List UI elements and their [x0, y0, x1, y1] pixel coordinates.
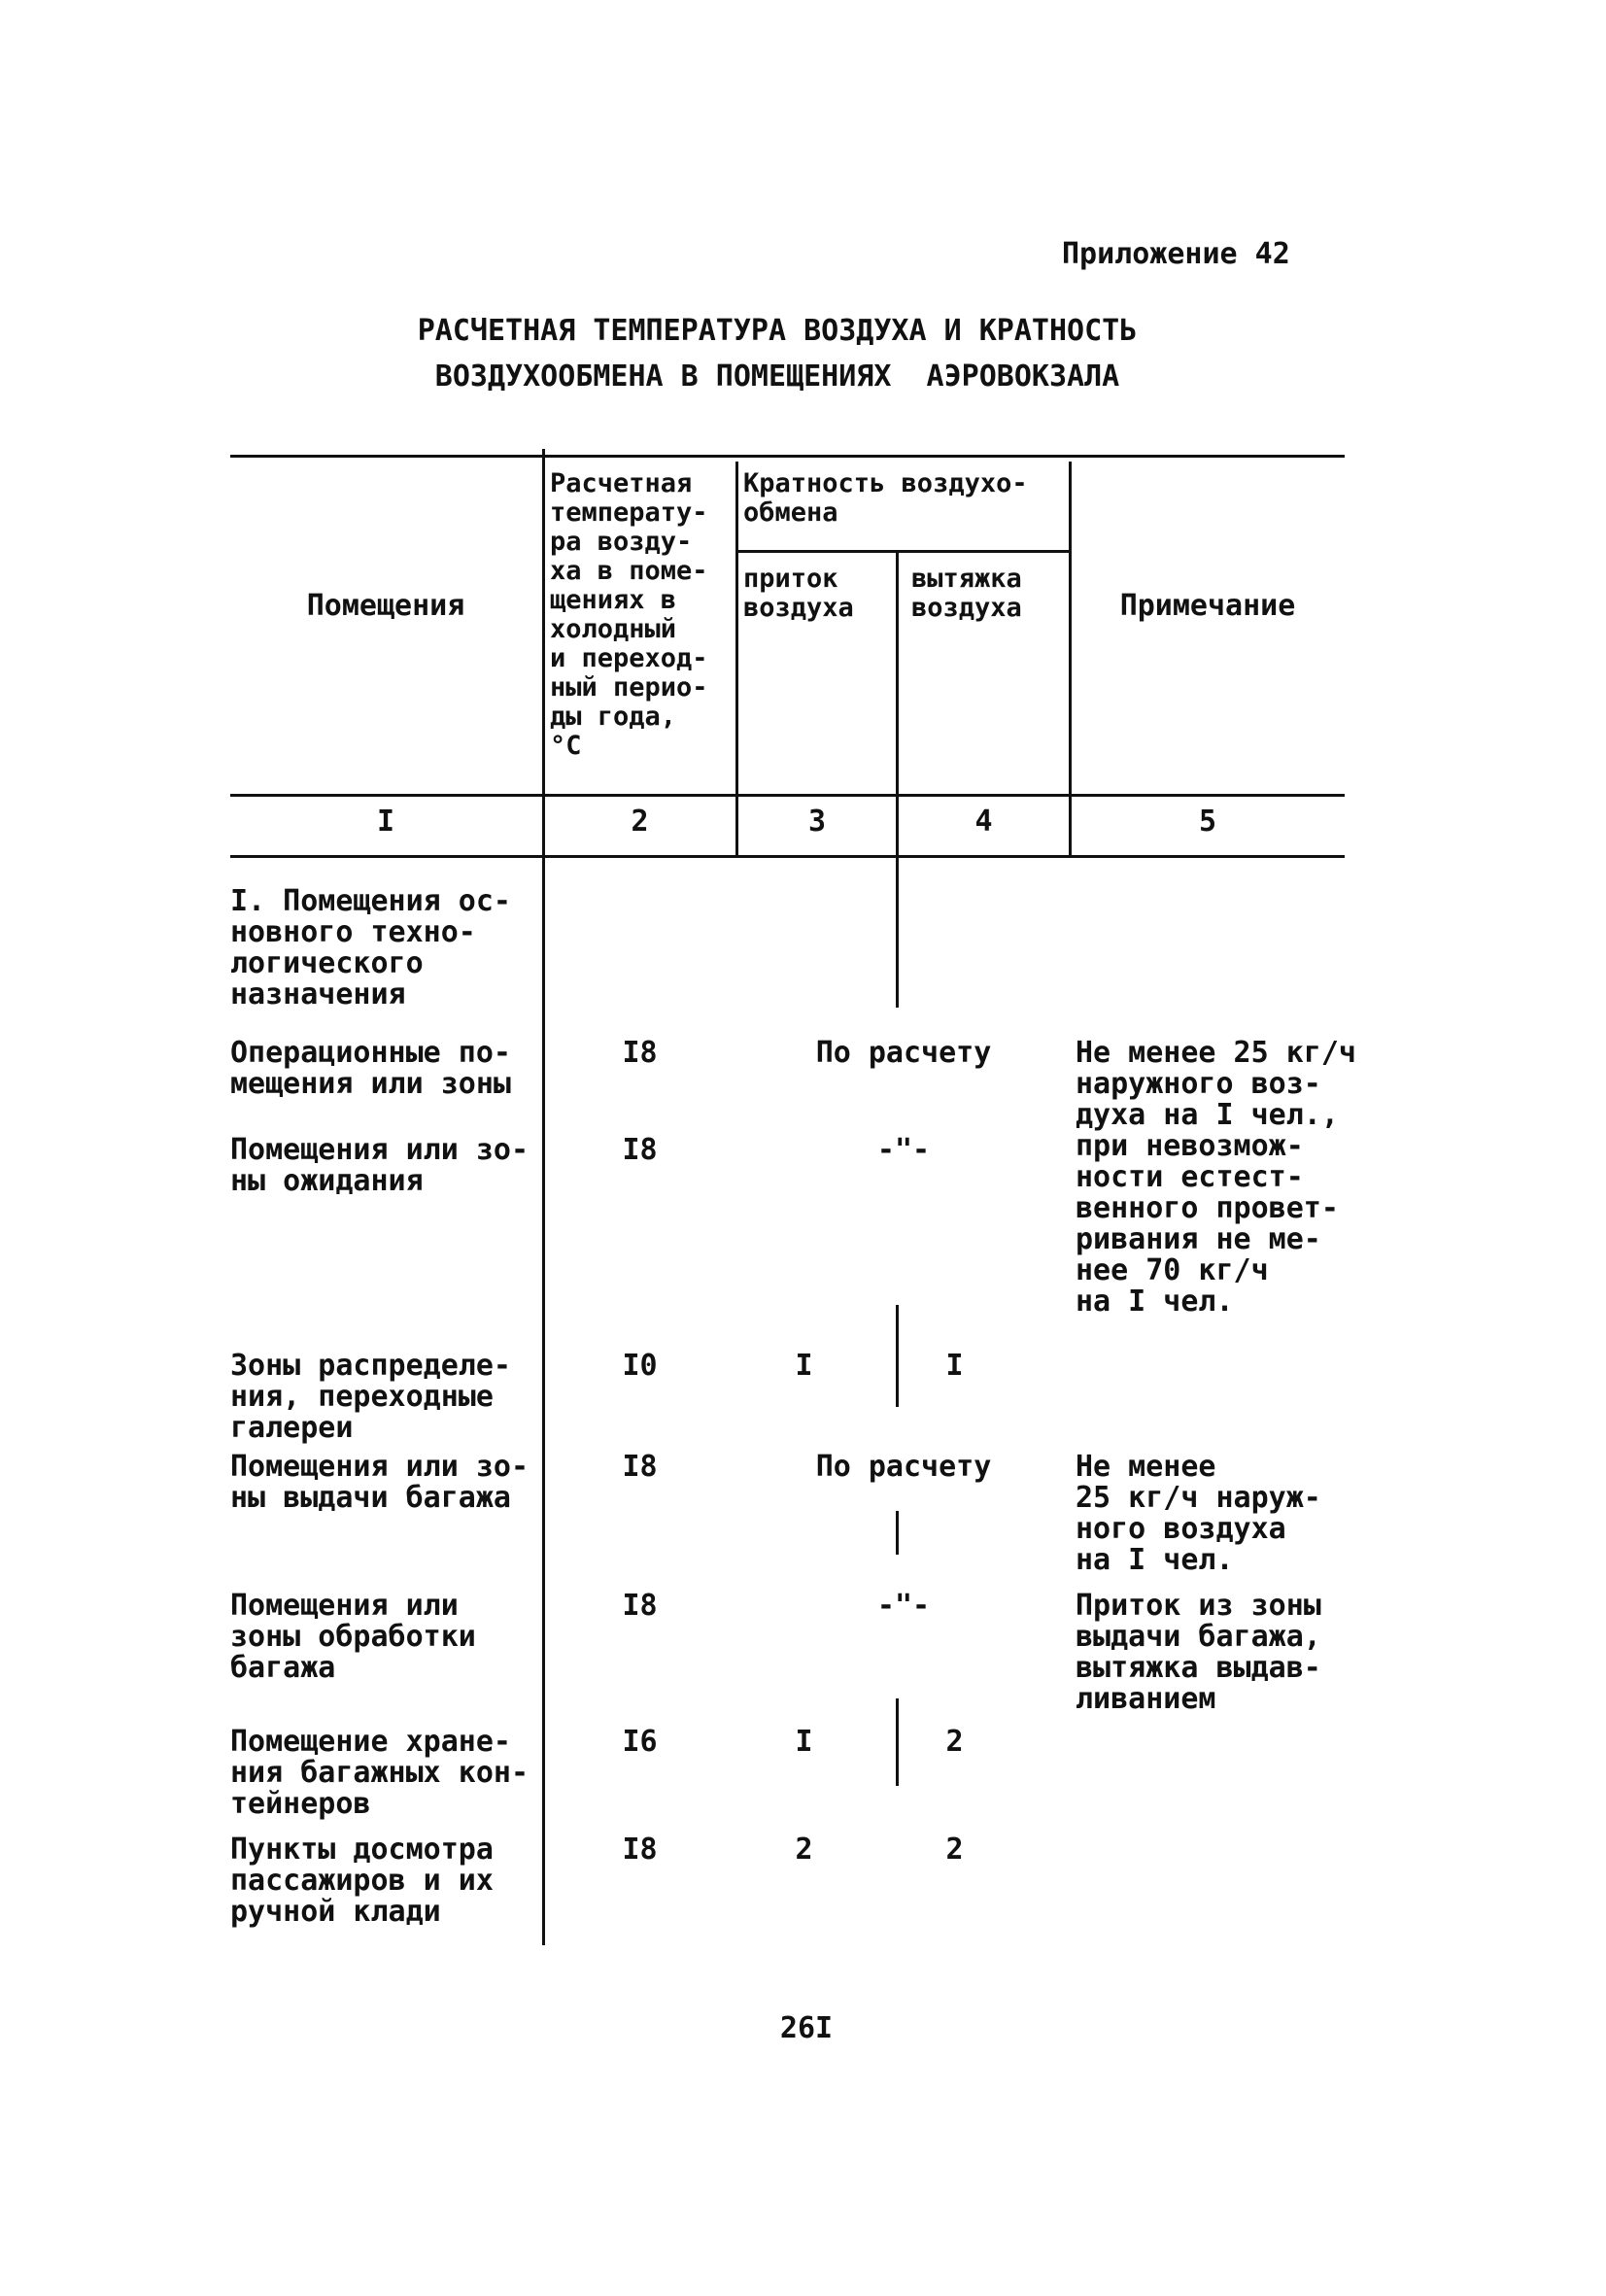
row-name: Пункты досмотра пассажиров и их ручной клади: [230, 1833, 494, 1929]
row-exchange: По расчету: [815, 1036, 992, 1070]
row-name: Помещения или зо- ны ожидания: [230, 1133, 530, 1198]
row-temp: I6: [622, 1725, 658, 1759]
row-temp: I8: [622, 1036, 658, 1070]
row-temp: I8: [622, 1450, 658, 1484]
row-inflow: I: [795, 1725, 813, 1759]
header-rooms: Помещения: [306, 589, 465, 623]
header-exchange-rate: Кратность воздухо- обмена: [743, 468, 1028, 528]
row-outflow: 2: [945, 1833, 964, 1867]
col-number-1: I: [376, 805, 395, 839]
row-temp: I8: [622, 1589, 658, 1623]
title-line-2: ВОЗДУХООБМЕНА В ПОМЕЩЕНИЯХ АЭРОВОКЗАЛА: [434, 360, 1120, 394]
row-name: Помещения или зо- ны выдачи багажа: [230, 1450, 530, 1515]
row-note: Не менее 25 кг/ч наруж- ного воздуха на I чел.: [1076, 1450, 1321, 1577]
inner-divider-c: [896, 1511, 899, 1555]
row-exchange: -"-: [876, 1589, 931, 1623]
row-name: Операционные по- мещения или зоны: [230, 1036, 511, 1101]
row-temp: I8: [622, 1133, 658, 1167]
row-exchange: По расчету: [815, 1450, 992, 1484]
subheader-rule: [738, 550, 1069, 553]
col-divider-1: [542, 449, 545, 1945]
row-inflow: I: [795, 1349, 813, 1383]
appendix-label: Приложение 42: [1062, 237, 1290, 271]
row-name: Зоны распределе- ния, переходные галереи: [230, 1349, 511, 1445]
row-temp: I0: [622, 1349, 658, 1383]
row-temp: I8: [622, 1833, 658, 1867]
col-divider-4: [1069, 462, 1072, 855]
header-bottom-rule: [230, 794, 1345, 797]
section-heading: I. Помещения ос- новного техно- логического назначения: [230, 884, 511, 1011]
inner-divider-a: [896, 855, 899, 1008]
header-outflow: вытяжка воздуха: [911, 564, 1022, 623]
col-number-4: 4: [974, 805, 993, 839]
col-number-2: 2: [631, 805, 649, 839]
title-line-1: РАСЧЕТНАЯ ТЕМПЕРАТУРА ВОЗДУХА И КРАТНОСТЬ: [417, 314, 1138, 348]
col-number-3: 3: [807, 805, 827, 839]
row-outflow: 2: [945, 1725, 964, 1759]
row-outflow: I: [945, 1349, 964, 1383]
row-name: Помещения или зоны обработки багажа: [230, 1589, 476, 1685]
header-inflow: приток воздуха: [743, 564, 854, 623]
header-note: Примечание: [1119, 589, 1296, 623]
row-name: Помещение хране- ния багажных кон- тейнеров: [230, 1725, 530, 1821]
col-number-5: 5: [1198, 805, 1217, 839]
row-exchange: -"-: [876, 1133, 931, 1167]
col-divider-2: [735, 462, 738, 855]
row-inflow: 2: [795, 1833, 813, 1867]
row-note: Приток из зоны выдачи багажа, вытяжка выдав- ливанием: [1076, 1589, 1321, 1716]
row-note: Не менее 25 кг/ч наружного воз- духа на I чел., при невозмож- ности естест- венного провет- ривания не ме- нее 70 кг/ч на I чел.: [1076, 1036, 1356, 1319]
header-temperature: Расчетная температу- ра возду- ха в поме- щениях в холодный и переход- ный перио- ды года, °С: [550, 468, 708, 761]
page-number: 26I: [779, 2011, 834, 2045]
table-top-rule: [230, 455, 1345, 458]
numbers-bottom-rule: [230, 855, 1345, 858]
